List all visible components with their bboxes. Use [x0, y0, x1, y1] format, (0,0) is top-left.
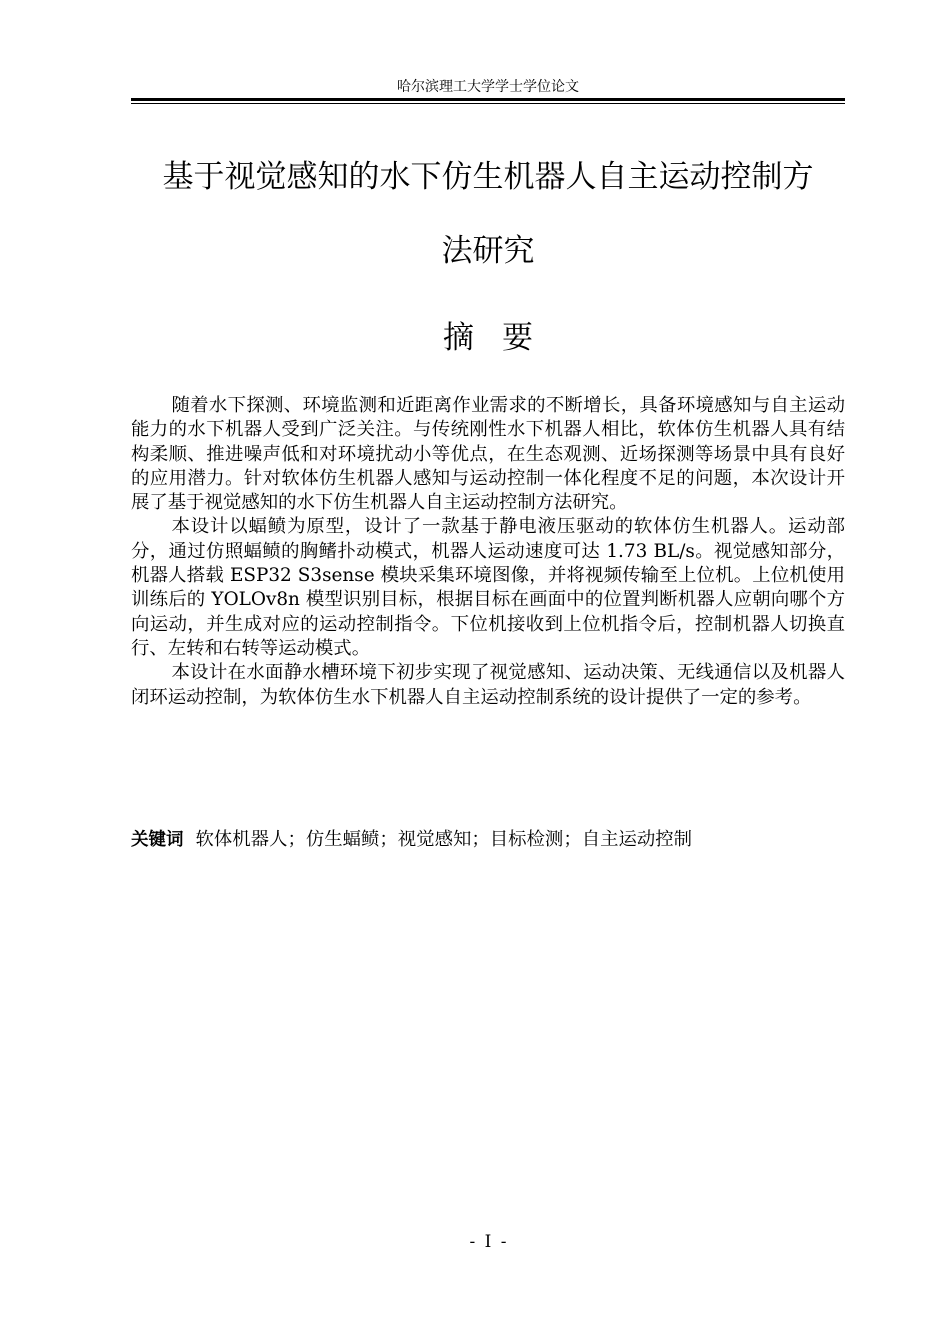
- abstract-body: [131, 394, 845, 710]
- abstract-paragraph-3: 本设计在水面静水槽环境下初步实现了视觉感知、运动决策、无线通信以及机器人闭环运动控制，为软体仿生水下机器人自主运动控制系统的设计提供了一定的参考。: [131, 662, 845, 708]
- page-number: - I -: [469, 1232, 507, 1252]
- thesis-title-line-1: 基于视觉感知的水下仿生机器人自主运动控制方: [162, 159, 814, 195]
- keywords-text: 软体机器人；仿生蝠鲼；视觉感知；目标检测；自主运动控制: [195, 829, 693, 850]
- abstract-paragraph-1: 随着水下探测、环境监测和近距离作业需求的不断增长，具备环境感知与自主运动能力的水下机器人受到广泛关注。与传统刚性水下机器人相比，软体仿生机器人具有结构柔顺、推进噪声低和对环境扰动小等优点，在生态观测、近场探测等场景中具有良好的应用潜力。针对软体仿生机器人感知与运动控制一体化程度不足的问题，本次设计开展了基于视觉感知的水下仿生机器人自主运动控制方法研究。: [131, 395, 845, 514]
- header-rule-thin: [131, 103, 845, 104]
- header-rule-thick: [131, 98, 845, 101]
- keywords-label: 关键词: [131, 830, 184, 850]
- abstract-paragraph-2: 本设计以蝠鲼为原型，设计了一款基于静电液压驱动的软体仿生机器人。运动部分，通过仿照蝠鲼的胸鳍扑动模式，机器人运动速度可达 1.73 BL/s。视觉感知部分，机器人搭载 ESP32 S3sense 模块采集环境图像，并将视频传输至上位机。上位机使用训练后的 YOLOv8n 模型识别目标，根据目标在画面中的位置判断机器人应朝向哪个方向运动，并生成对应的运动控制指令。下位机接收到上位机指令后，控制机器人切换直行、左转和右转等运动模式。: [131, 516, 845, 659]
- abstract-heading: 摘要: [443, 320, 561, 356]
- keywords-line: [131, 828, 845, 852]
- thesis-title-line-2: 法研究: [441, 233, 535, 269]
- running-header: 哈尔滨理工大学学士学位论文: [397, 79, 579, 95]
